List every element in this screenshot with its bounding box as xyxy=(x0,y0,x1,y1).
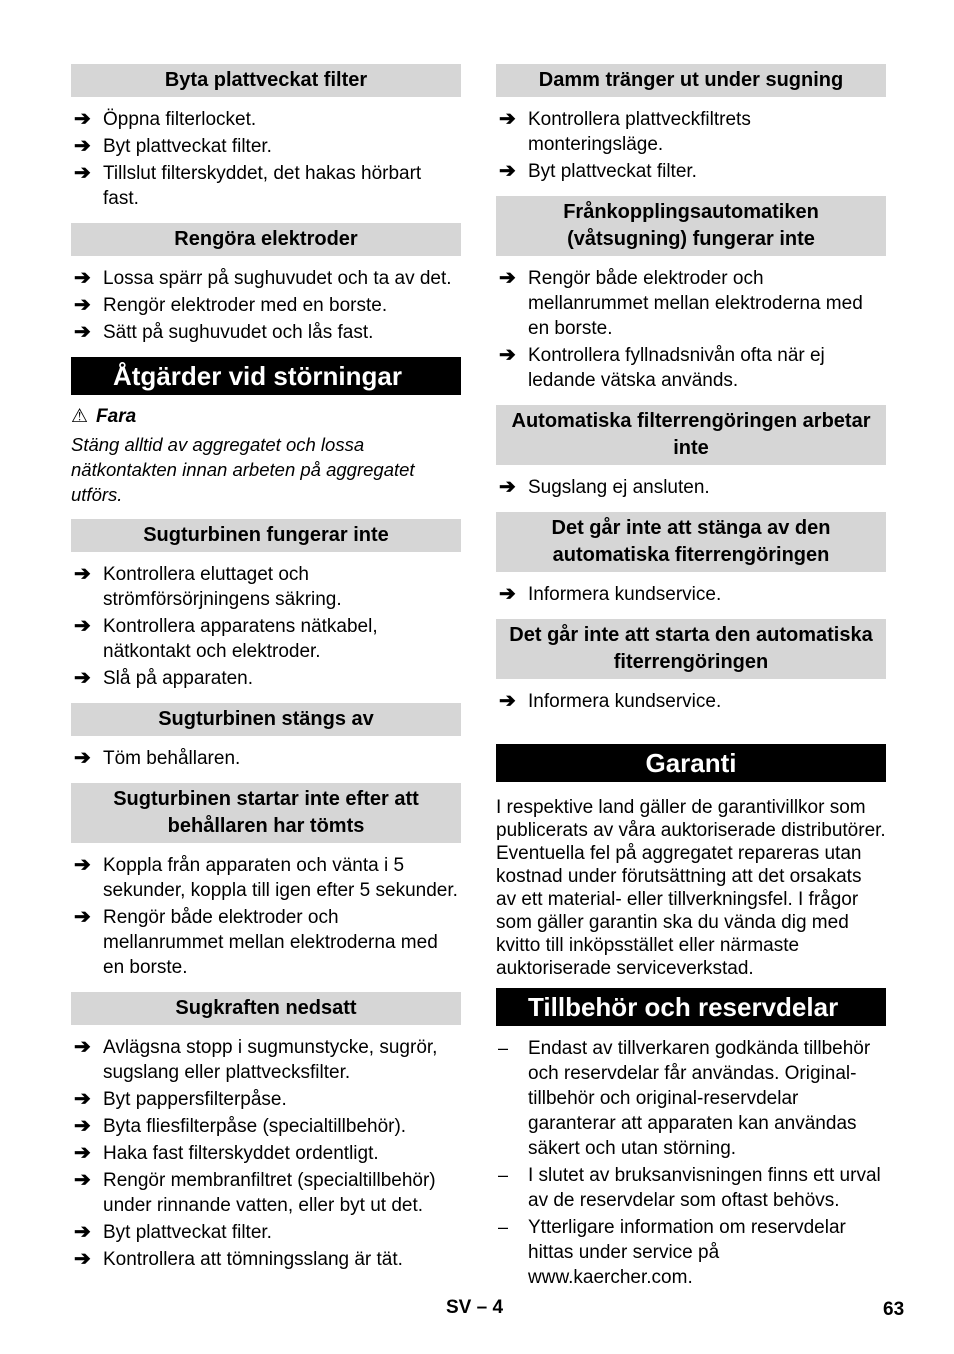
list-item-text: I slutet av bruksanvisningen finns ett urval av de reservdelar som oftast behövs. xyxy=(528,1165,881,1211)
list-item xyxy=(496,107,886,157)
section-heading: Damm tränger ut under sugning xyxy=(496,64,886,97)
list-item-text: Kontrollera fyllnadsnivån ofta när ej ledande vätska används. xyxy=(528,345,825,391)
chapter-heading: Garanti xyxy=(496,744,886,782)
bullet-list xyxy=(496,475,886,500)
list-item xyxy=(71,1114,461,1139)
list-item xyxy=(71,107,461,132)
section-heading: Det går inte att starta den automatiska fiterrengöringen xyxy=(496,619,886,679)
chapter-heading: Tillbehör och reservdelar xyxy=(496,988,886,1026)
arrow-right-icon: ➔ xyxy=(74,906,91,928)
bullet-list xyxy=(71,107,461,211)
list-item xyxy=(71,853,461,903)
list-item xyxy=(496,1215,886,1290)
arrow-right-icon: ➔ xyxy=(74,1088,91,1110)
list-item xyxy=(71,1168,461,1218)
bullet-list xyxy=(496,266,886,393)
dash-bullet-icon: – xyxy=(498,1165,509,1185)
list-item-text: Lossa spärr på sughuvudet och ta av det. xyxy=(103,268,452,289)
arrow-right-icon: ➔ xyxy=(499,476,516,498)
arrow-right-icon: ➔ xyxy=(74,854,91,876)
arrow-right-icon: ➔ xyxy=(74,108,91,130)
arrow-right-icon: ➔ xyxy=(74,615,91,637)
section-heading: Sugturbinen stängs av xyxy=(71,703,461,736)
list-item xyxy=(71,746,461,771)
arrow-right-icon: ➔ xyxy=(74,1221,91,1243)
arrow-right-icon: ➔ xyxy=(74,321,91,343)
list-item xyxy=(71,320,461,345)
list-item-text: Ytterligare information om reservdelar hittas under service på www.kaercher.com. xyxy=(528,1217,846,1288)
dash-list xyxy=(496,1036,886,1290)
list-item-text: Haka fast filterskyddet ordentligt. xyxy=(103,1143,379,1164)
list-item-text: Kontrollera apparatens nätkabel, nätkontakt och elektroder. xyxy=(103,616,378,662)
list-item xyxy=(71,1141,461,1166)
arrow-right-icon: ➔ xyxy=(74,563,91,585)
arrow-right-icon: ➔ xyxy=(499,690,516,712)
arrow-right-icon: ➔ xyxy=(74,1115,91,1137)
warranty-text: I respektive land gäller de garantivillkor som publicerats av våra auktoriserade distributörer. Eventuella fel på aggregatet repareras utan kostnad under förutsättning att det orsakats av ett material- eller tillverkningsfel. I frågor som gäller garantin ska du vända dig med kvitto till inköpsstället eller närmaste auktoriserade serviceverkstad. xyxy=(496,797,886,979)
bullet-list xyxy=(71,266,461,345)
list-item-text: Endast av tillverkaren godkända tillbehör och reservdelar får användas. Original-tillbehör och original-reservdelar garanterar att apparaten kan användas säkert och utan störning. xyxy=(528,1038,871,1159)
dash-bullet-icon: – xyxy=(498,1217,509,1237)
list-item xyxy=(496,582,886,607)
arrow-right-icon: ➔ xyxy=(74,1169,91,1191)
section-heading: Sugturbinen fungerar inte xyxy=(71,519,461,552)
arrow-right-icon: ➔ xyxy=(499,160,516,182)
list-item xyxy=(71,905,461,980)
list-item xyxy=(496,343,886,393)
arrow-right-icon: ➔ xyxy=(74,1142,91,1164)
list-item-text: Rengör membranfiltret (specialtillbehör) under rinnande vatten, eller byt ut det. xyxy=(103,1170,436,1216)
list-item xyxy=(71,1035,461,1085)
list-item-text: Rengör både elektroder och mellanrummet mellan elektroderna med en borste. xyxy=(528,268,863,339)
warning-label: Fara xyxy=(96,406,137,427)
list-item-text: Byt plattveckat filter. xyxy=(103,136,272,157)
list-item-text: Avlägsna stopp i sugmunstycke, sugrör, sugslang eller plattvecksfilter. xyxy=(103,1037,438,1083)
bullet-list xyxy=(496,107,886,184)
list-item-text: Kontrollera eluttaget och strömförsörjningens säkring. xyxy=(103,564,342,610)
list-item-text: Sätt på sughuvudet och lås fast. xyxy=(103,322,374,343)
section-heading: Rengöra elektroder xyxy=(71,223,461,256)
list-item-text: Rengör elektroder med en borste. xyxy=(103,295,388,316)
list-item xyxy=(71,614,461,664)
list-item xyxy=(71,1220,461,1245)
list-item-text: Koppla från apparaten och vänta i 5 sekunder, koppla till igen efter 5 sekunder. xyxy=(103,855,458,901)
chapter-heading: Åtgärder vid störningar xyxy=(71,357,461,395)
list-item-text: Byta fliesfilterpåse (specialtillbehör). xyxy=(103,1116,407,1137)
right-column xyxy=(496,64,886,1302)
list-item xyxy=(71,134,461,159)
section-heading: Byta plattveckat filter xyxy=(71,64,461,97)
bullet-list xyxy=(71,746,461,771)
list-item-text: Byt plattveckat filter. xyxy=(103,1222,272,1243)
section-heading: Automatiska filterrengöringen arbetar inte xyxy=(496,405,886,465)
arrow-right-icon: ➔ xyxy=(74,267,91,289)
list-item xyxy=(71,293,461,318)
warning-triangle-icon: ⚠ xyxy=(71,406,89,427)
arrow-right-icon: ➔ xyxy=(74,135,91,157)
section-heading: Det går inte att stänga av den automatiska fiterrengöringen xyxy=(496,512,886,572)
list-item-text: Byt plattveckat filter. xyxy=(528,161,697,182)
list-item xyxy=(71,1247,461,1272)
bullet-list xyxy=(496,689,886,714)
left-column xyxy=(71,64,461,1284)
footer-code: SV – 4 xyxy=(446,1297,504,1318)
list-item-text: Kontrollera plattveckfiltrets monteringsläge. xyxy=(528,109,751,155)
list-item-text: Sugslang ej ansluten. xyxy=(528,477,710,498)
list-item-text: Rengör både elektroder och mellanrummet mellan elektroderna med en borste. xyxy=(103,907,438,978)
list-item-text: Kontrollera att tömningsslang är tät. xyxy=(103,1249,403,1270)
list-item-text: Tillslut filterskyddet, det hakas hörbart fast. xyxy=(103,163,422,209)
bullet-list xyxy=(496,582,886,607)
page-number: 63 xyxy=(883,1299,905,1320)
list-item xyxy=(496,1163,886,1213)
bullet-list xyxy=(71,562,461,691)
list-item xyxy=(71,562,461,612)
arrow-right-icon: ➔ xyxy=(499,344,516,366)
arrow-right-icon: ➔ xyxy=(74,162,91,184)
list-item xyxy=(496,689,886,714)
list-item xyxy=(71,1087,461,1112)
list-item xyxy=(71,666,461,691)
warning-block xyxy=(71,405,461,507)
list-item-text: Töm behållaren. xyxy=(103,748,241,769)
list-item-text: Informera kundservice. xyxy=(528,691,722,712)
list-item xyxy=(71,161,461,211)
arrow-right-icon: ➔ xyxy=(74,747,91,769)
section-heading: Sugturbinen startar inte efter att behållaren har tömts xyxy=(71,783,461,843)
arrow-right-icon: ➔ xyxy=(74,294,91,316)
list-item xyxy=(496,159,886,184)
list-item-text: Informera kundservice. xyxy=(528,584,722,605)
list-item xyxy=(71,266,461,291)
bullet-list xyxy=(71,853,461,980)
warning-text: Stäng alltid av aggregatet och lossa nätkontakten innan arbeten på aggregatet utförs. xyxy=(71,434,415,505)
list-item-text: Slå på apparaten. xyxy=(103,668,254,689)
arrow-right-icon: ➔ xyxy=(499,267,516,289)
arrow-right-icon: ➔ xyxy=(74,667,91,689)
bullet-list xyxy=(71,1035,461,1272)
list-item xyxy=(496,266,886,341)
arrow-right-icon: ➔ xyxy=(74,1036,91,1058)
arrow-right-icon: ➔ xyxy=(499,583,516,605)
list-item-text: Öppna filterlocket. xyxy=(103,109,257,130)
list-item xyxy=(496,1036,886,1161)
dash-bullet-icon: – xyxy=(498,1038,509,1058)
section-heading: Frånkopplingsautomatiken (våtsugning) fungerar inte xyxy=(496,196,886,256)
arrow-right-icon: ➔ xyxy=(74,1248,91,1270)
list-item xyxy=(496,475,886,500)
arrow-right-icon: ➔ xyxy=(499,108,516,130)
section-heading: Sugkraften nedsatt xyxy=(71,992,461,1025)
list-item-text: Byt pappersfilterpåse. xyxy=(103,1089,287,1110)
